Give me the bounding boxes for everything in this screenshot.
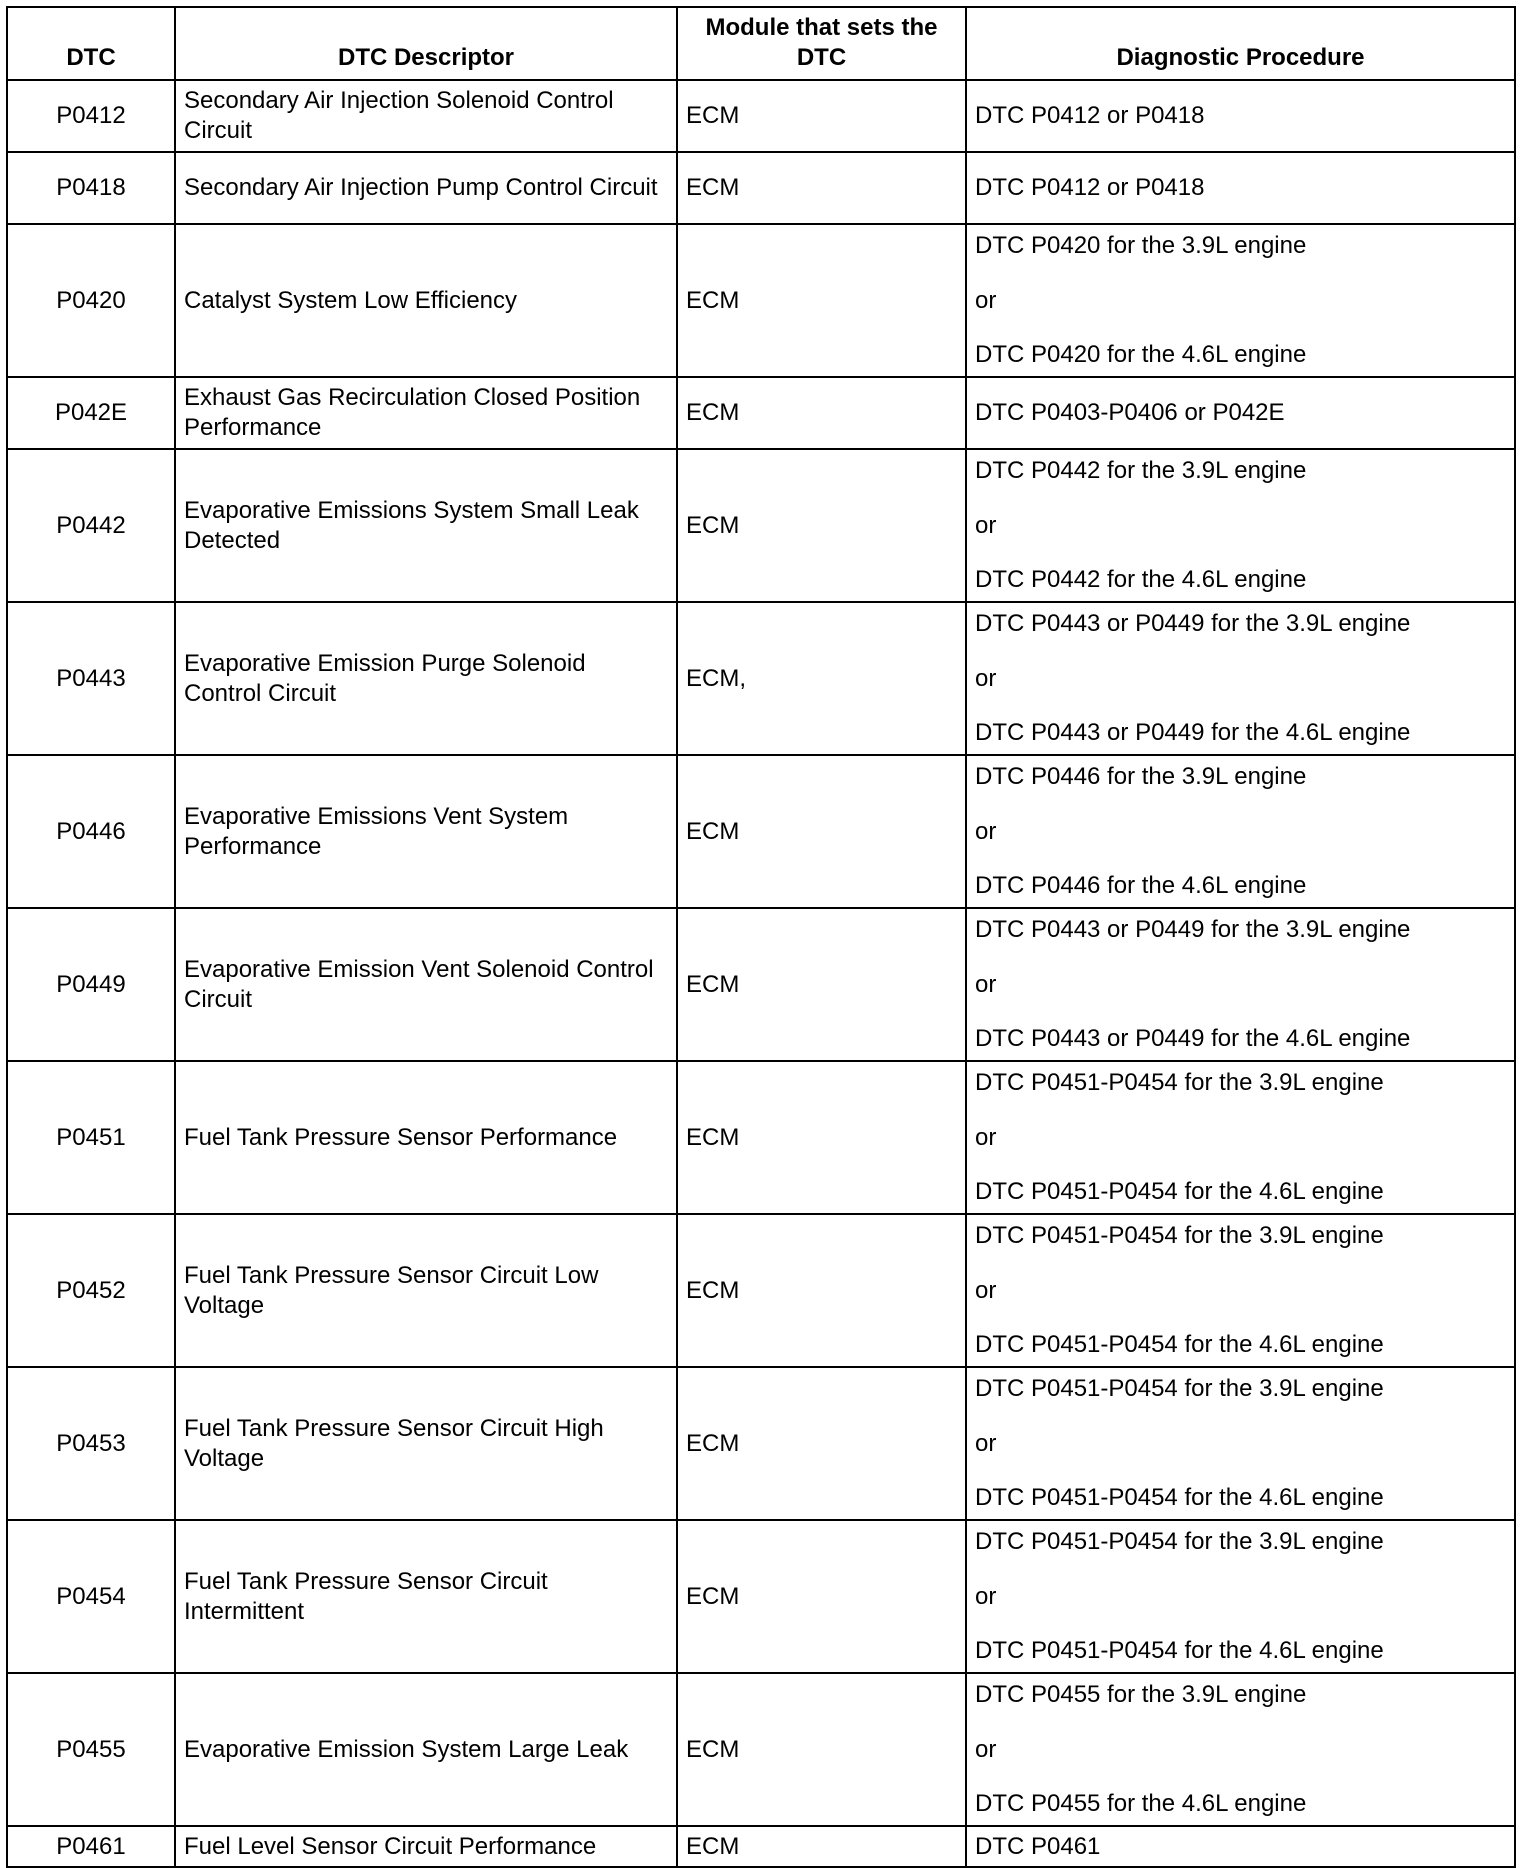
dtc-code-cell: P0452 [7, 1214, 175, 1367]
diagnostic-procedure-cell [966, 449, 1515, 602]
procedure-line: or [975, 1276, 997, 1304]
diagnostic-procedure-cell [966, 1367, 1515, 1520]
table-row [7, 80, 1515, 152]
diagnostic-procedure-cell [966, 602, 1515, 755]
dtc-code-cell: P0461 [7, 1826, 175, 1867]
procedure-line: DTC P0442 for the 4.6L engine [975, 566, 1307, 593]
dtc-descriptor-cell: Evaporative Emission Purge Solenoid Control Circuit [175, 602, 677, 755]
module-cell: ECM [677, 1061, 966, 1214]
procedure-line: DTC P0451-P0454 for the 3.9L engine [975, 1069, 1384, 1096]
dtc-code-cell: P0443 [7, 602, 175, 755]
header-dtc-descriptor: DTC Descriptor [175, 7, 677, 80]
diagnostic-procedure-cell [966, 908, 1515, 1061]
header-module: Module that sets the DTC [677, 7, 966, 80]
procedure-line: DTC P0442 for the 3.9L engine [975, 457, 1307, 484]
procedure-lines [975, 609, 1506, 748]
dtc-code-cell: P0412 [7, 80, 175, 152]
procedure-line: DTC P0443 or P0449 for the 4.6L engine [975, 719, 1411, 746]
table-row [7, 1214, 1515, 1367]
procedure-line: DTC P0451-P0454 for the 4.6L engine [975, 1331, 1384, 1358]
table-row [7, 1367, 1515, 1520]
diagnostic-procedure-cell [966, 152, 1515, 224]
dtc-code-cell: P0442 [7, 449, 175, 602]
procedure-line: DTC P0403-P0406 or P042E [975, 399, 1285, 426]
dtc-descriptor-cell: Evaporative Emissions System Small Leak Detected [175, 449, 677, 602]
procedure-line: DTC P0446 for the 3.9L engine [975, 763, 1307, 790]
dtc-code-cell: P0449 [7, 908, 175, 1061]
table-header-row [7, 7, 1515, 80]
dtc-descriptor-cell: Secondary Air Injection Pump Control Circuit [175, 152, 677, 224]
procedure-line: or [975, 664, 997, 692]
procedure-line: DTC P0412 or P0418 [975, 174, 1205, 201]
dtc-descriptor-cell: Fuel Tank Pressure Sensor Circuit Low Voltage [175, 1214, 677, 1367]
dtc-code-cell: P0451 [7, 1061, 175, 1214]
table-row [7, 449, 1515, 602]
procedure-line: DTC P0451-P0454 for the 4.6L engine [975, 1484, 1384, 1511]
dtc-descriptor-cell: Fuel Tank Pressure Sensor Circuit Intermittent [175, 1520, 677, 1673]
procedure-line: DTC P0451-P0454 for the 3.9L engine [975, 1222, 1384, 1249]
module-cell: ECM [677, 152, 966, 224]
procedure-line: or [975, 1123, 997, 1151]
table-row [7, 908, 1515, 1061]
procedure-line: DTC P0412 or P0418 [975, 102, 1205, 129]
procedure-line: or [975, 817, 997, 845]
dtc-code-cell: P0454 [7, 1520, 175, 1673]
diagnostic-procedure-cell [966, 1520, 1515, 1673]
procedure-line: DTC P0451-P0454 for the 4.6L engine [975, 1637, 1384, 1664]
table-row [7, 1061, 1515, 1214]
procedure-line: DTC P0446 for the 4.6L engine [975, 872, 1307, 899]
module-cell: ECM [677, 80, 966, 152]
dtc-code-cell: P0455 [7, 1673, 175, 1826]
table-row [7, 1673, 1515, 1826]
procedure-lines [975, 915, 1506, 1054]
module-cell: ECM, [677, 602, 966, 755]
dtc-descriptor-cell: Fuel Level Sensor Circuit Performance [175, 1826, 677, 1867]
table-row [7, 602, 1515, 755]
procedure-lines [975, 1680, 1506, 1819]
dtc-table [6, 6, 1516, 1868]
procedure-line: or [975, 511, 997, 539]
procedure-line: DTC P0455 for the 3.9L engine [975, 1681, 1307, 1708]
diagnostic-procedure-cell [966, 1061, 1515, 1214]
diagnostic-procedure-cell [966, 377, 1515, 449]
table-row [7, 224, 1515, 377]
procedure-lines [975, 456, 1506, 595]
diagnostic-procedure-cell [966, 80, 1515, 152]
procedure-lines [975, 762, 1506, 901]
module-cell: ECM [677, 1367, 966, 1520]
procedure-line: DTC P0443 or P0449 for the 3.9L engine [975, 610, 1411, 637]
dtc-descriptor-cell: Catalyst System Low Efficiency [175, 224, 677, 377]
procedure-line: DTC P0420 for the 3.9L engine [975, 232, 1307, 259]
dtc-descriptor-cell: Evaporative Emission Vent Solenoid Control Circuit [175, 908, 677, 1061]
table-row [7, 1520, 1515, 1673]
module-cell: ECM [677, 224, 966, 377]
procedure-line: DTC P0443 or P0449 for the 4.6L engine [975, 1025, 1411, 1052]
diagnostic-procedure-cell [966, 1214, 1515, 1367]
module-cell: ECM [677, 377, 966, 449]
dtc-code-cell: P0453 [7, 1367, 175, 1520]
table-body [7, 80, 1515, 1867]
procedure-lines [975, 1374, 1506, 1513]
dtc-code-cell: P0446 [7, 755, 175, 908]
procedure-lines [975, 1221, 1506, 1360]
dtc-code-cell: P0418 [7, 152, 175, 224]
procedure-line: or [975, 286, 997, 314]
diagnostic-procedure-cell [966, 1673, 1515, 1826]
header-diagnostic-procedure: Diagnostic Procedure [966, 7, 1515, 80]
dtc-descriptor-cell: Fuel Tank Pressure Sensor Circuit High Voltage [175, 1367, 677, 1520]
module-cell: ECM [677, 1826, 966, 1867]
procedure-lines [975, 231, 1506, 370]
module-cell: ECM [677, 755, 966, 908]
procedure-line: or [975, 1735, 997, 1763]
dtc-descriptor-cell: Secondary Air Injection Solenoid Control Circuit [175, 80, 677, 152]
procedure-line: or [975, 970, 997, 998]
procedure-line: DTC P0461 [975, 1832, 1101, 1860]
dtc-descriptor-cell: Exhaust Gas Recirculation Closed Position Performance [175, 377, 677, 449]
module-cell: ECM [677, 1673, 966, 1826]
table-row [7, 152, 1515, 224]
procedure-lines [975, 1527, 1506, 1666]
procedure-line: DTC P0451-P0454 for the 4.6L engine [975, 1178, 1384, 1205]
diagnostic-procedure-cell [966, 755, 1515, 908]
procedure-line: or [975, 1582, 997, 1610]
module-cell: ECM [677, 1520, 966, 1673]
diagnostic-procedure-cell [966, 224, 1515, 377]
header-dtc: DTC [7, 7, 175, 80]
table-row [7, 377, 1515, 449]
procedure-line: DTC P0451-P0454 for the 3.9L engine [975, 1528, 1384, 1555]
procedure-line: DTC P0451-P0454 for the 3.9L engine [975, 1375, 1384, 1402]
procedure-lines [975, 1068, 1506, 1207]
procedure-line: DTC P0455 for the 4.6L engine [975, 1790, 1307, 1817]
dtc-code-cell: P0420 [7, 224, 175, 377]
module-cell: ECM [677, 1214, 966, 1367]
dtc-descriptor-cell: Evaporative Emissions Vent System Performance [175, 755, 677, 908]
dtc-descriptor-cell: Fuel Tank Pressure Sensor Performance [175, 1061, 677, 1214]
dtc-descriptor-cell: Evaporative Emission System Large Leak [175, 1673, 677, 1826]
dtc-code-cell: P042E [7, 377, 175, 449]
module-cell: ECM [677, 449, 966, 602]
diagnostic-procedure-cell [966, 1826, 1515, 1867]
module-cell: ECM [677, 908, 966, 1061]
procedure-line: DTC P0443 or P0449 for the 3.9L engine [975, 916, 1411, 943]
procedure-line: or [975, 1429, 997, 1457]
table-row [7, 755, 1515, 908]
procedure-line: DTC P0420 for the 4.6L engine [975, 341, 1307, 368]
table-row [7, 1826, 1515, 1867]
